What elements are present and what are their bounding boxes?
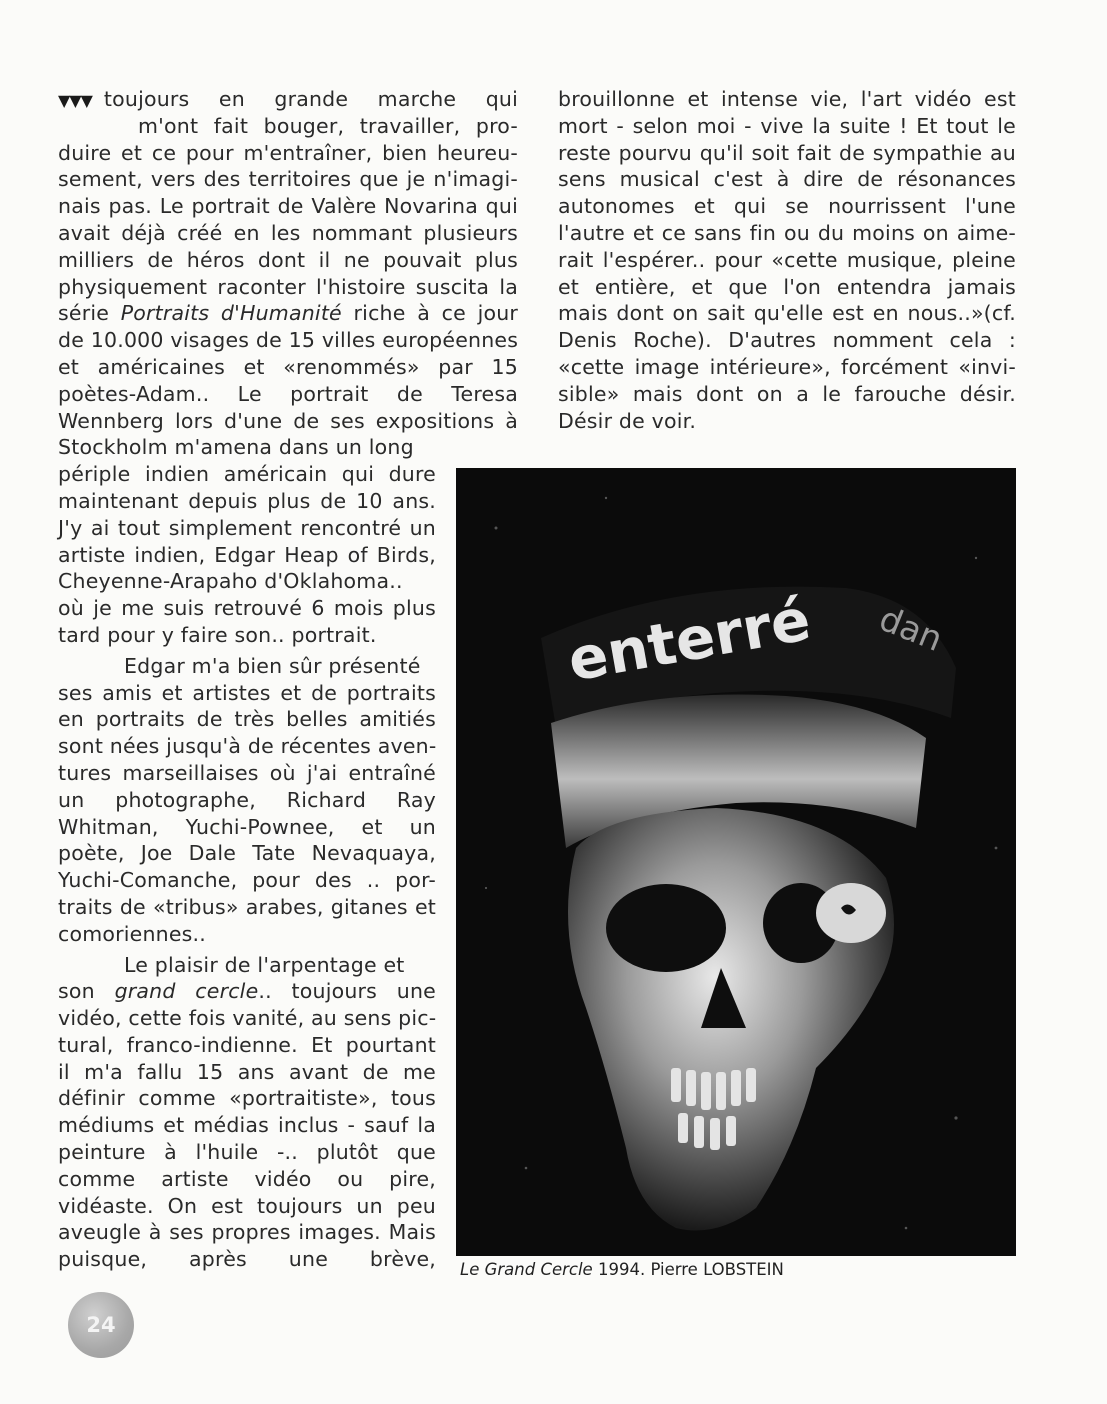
text-line: comoriennes..: [58, 921, 206, 946]
hat-text-secondary: dan: [873, 598, 948, 660]
photo-caption: [460, 1260, 784, 1279]
text-line: en portraits de très belles amitiés: [58, 707, 436, 732]
left-column: [58, 86, 518, 1273]
right-column: [558, 86, 1016, 434]
text-line: ses amis et artistes et de portraits: [58, 680, 436, 705]
text-line: Denis Roche). D'autres nomment cela :: [558, 328, 1016, 353]
text-line: tard pour y faire son.. portrait.: [58, 622, 377, 647]
text-line: rait l'espérer.. pour «cette musique, pleine: [558, 247, 1016, 272]
text-line: puisque, après une brève,: [58, 1247, 436, 1272]
text-line: et américaines et «renommés» par 15: [58, 354, 518, 379]
text-line: Désir de voir.: [558, 408, 697, 433]
text-line: de 10.000 visages de 15 villes européennes: [58, 328, 519, 353]
text-line: il m'a fallu 15 ans avant de me: [58, 1059, 436, 1084]
text-line: un photographe, Richard Ray: [58, 787, 436, 812]
text-line: vidéo, cette fois vanité, au sens pic-: [58, 1006, 437, 1031]
text-line: médiums et médias inclus - sauf la: [58, 1113, 436, 1138]
text-line: vidéaste. On est toujours un peu: [58, 1193, 436, 1218]
text-line: m'ont fait bouger, travailler, pro-: [138, 113, 518, 138]
text-line: sement, vers des territoires que je n'imagi-: [58, 167, 518, 192]
text-line: artiste indien, Edgar Heap of Birds,: [58, 542, 436, 567]
text-line: Whitman, Yuchi-Pownee, et un: [58, 814, 436, 839]
text-line: l'autre et ce sans fin ou du moins on aime-: [558, 220, 1016, 245]
text-line: J'y ai tout simplement rencontré un: [58, 515, 436, 540]
text-line: poète, Joe Dale Tate Nevaquaya,: [58, 841, 436, 866]
text-line: mais dont on sait qu'elle est en nous..»(cf.: [558, 301, 1016, 326]
text-line: «cette image intérieure», forcément «invi-: [558, 354, 1016, 379]
text-line: série Portraits d'Humanité riche à ce jour: [58, 301, 519, 326]
text-line: définir comme «portraitiste», tous: [58, 1086, 436, 1111]
text-line: où je me suis retrouvé 6 mois plus: [58, 596, 436, 621]
page-number: 24: [68, 1292, 134, 1358]
text-line: brouillonne et intense vie, l'art vidéo est: [558, 87, 1016, 111]
text-line: poètes-Adam.. Le portrait de Teresa: [58, 381, 518, 406]
text-line: Stockholm m'amena dans un long: [58, 435, 414, 460]
text-line: Yuchi-Comanche, pour des .. por-: [58, 868, 436, 893]
skull-photograph: [456, 468, 1016, 1256]
text-line: Le plaisir de l'arpentage et: [124, 952, 405, 977]
caption-title: Le Grand Cercle: [460, 1260, 593, 1279]
text-line: sont nées jusqu'à de récentes aven-: [58, 734, 437, 759]
text-line: traits de «tribus» arabes, gitanes et: [58, 894, 436, 919]
text-line: milliers de héros dont il ne pouvait plus: [58, 247, 518, 272]
text-line: reste pourvu qu'il soit fait de sympathie au: [558, 140, 1016, 165]
triangle-marker-icon: ▼▼▼: [58, 91, 92, 110]
text-line: tural, franco-indienne. Et pourtant: [58, 1032, 436, 1057]
caption-credit: 1994. Pierre LOBSTEIN: [592, 1260, 784, 1279]
text-line: avait déjà créé en les nommant plusieurs: [58, 220, 518, 245]
text-line: Cheyenne-Arapaho d'Oklahoma..: [58, 569, 403, 594]
work-title: grand cercle: [114, 979, 259, 1004]
hat-text: enterré: [562, 585, 816, 695]
text-line: physiquement raconter l'histoire suscita la: [58, 274, 518, 299]
series-title: Portraits d'Humanité: [120, 301, 342, 326]
text-line: périple indien américain qui dure: [58, 462, 436, 487]
text-line: ▼▼▼ toujours en grande marche qui: [58, 86, 518, 113]
text-line: Wennberg lors d'une de ses expositions à: [58, 408, 518, 433]
text-line: Edgar m'a bien sûr présenté: [124, 653, 421, 678]
text-line: nais pas. Le portrait de Valère Novarina qui: [58, 194, 518, 219]
text-line: peinture à l'huile -.. plutôt que: [58, 1140, 436, 1165]
text-line: son grand cercle.. toujours une: [58, 979, 436, 1004]
text-line: autonomes et qui se nourrissent l'une: [558, 194, 1016, 219]
text-line: tures marseillaises où j'ai entraîné: [58, 760, 436, 785]
text-line: duire et ce pour m'entraîner, bien heureu-: [58, 140, 518, 165]
text-line: comme artiste vidéo ou pire,: [58, 1166, 436, 1191]
text-line: sens musical c'est à dire de résonances: [558, 167, 1016, 192]
text-line: et entière, et que l'on entendra jamais: [558, 274, 1016, 299]
text-line: maintenant depuis plus de 10 ans.: [58, 488, 436, 513]
text-line: mort - selon moi - vive la suite ! Et tout le: [558, 113, 1016, 138]
text-line: sible» mais dont on a le farouche désir.: [558, 381, 1016, 406]
text-line: aveugle à ses propres images. Mais: [58, 1220, 436, 1245]
